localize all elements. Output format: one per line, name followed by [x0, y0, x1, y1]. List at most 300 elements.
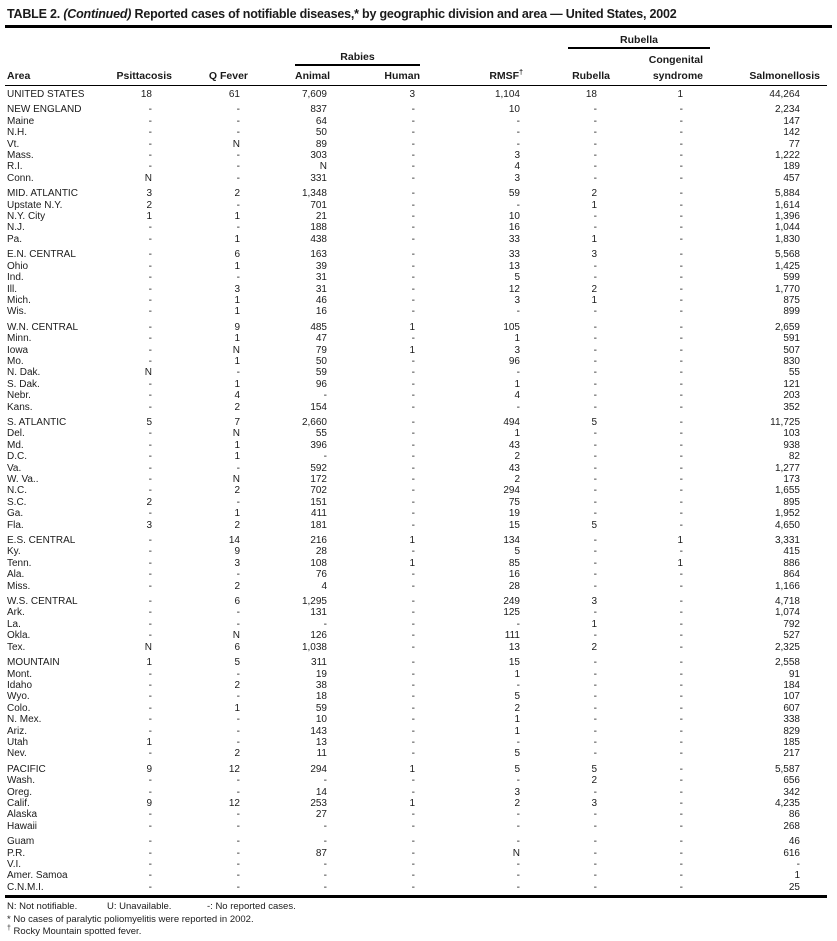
value-cell: 38: [315, 679, 327, 691]
area-cell: Utah: [7, 736, 29, 748]
area-cell: Mo.: [7, 355, 24, 367]
value-cell: 2: [591, 283, 597, 295]
value-cell: -: [593, 355, 597, 367]
value-cell: 1: [409, 763, 415, 775]
value-cell: -: [593, 150, 597, 162]
value-cell: -: [148, 428, 152, 440]
table-row: [5, 249, 827, 260]
value-cell: 33: [508, 233, 520, 245]
value-cell: 10: [315, 714, 327, 726]
value-cell: 438: [310, 233, 327, 245]
value-cell: -: [679, 306, 683, 318]
area-cell: NEW ENGLAND: [7, 104, 82, 116]
table-row: [5, 367, 827, 378]
value-cell: -: [411, 596, 415, 608]
table-body: [5, 86, 827, 894]
value-cell: 82: [788, 451, 800, 463]
value-cell: -: [411, 881, 415, 893]
value-cell: -: [148, 618, 152, 630]
table-row: [5, 417, 827, 428]
table-row: [5, 463, 827, 474]
value-cell: -: [411, 138, 415, 150]
area-cell: Ky.: [7, 546, 21, 558]
value-cell: 28: [315, 546, 327, 558]
area-cell: V.I.: [7, 859, 22, 870]
value-cell: -: [236, 104, 240, 116]
value-cell: -: [679, 809, 683, 821]
value-cell: 143: [310, 725, 327, 737]
value-cell: -: [593, 657, 597, 669]
value-cell: -: [679, 355, 683, 367]
value-cell: 107: [783, 691, 800, 703]
value-cell: -: [593, 870, 597, 882]
value-cell: -: [516, 809, 520, 821]
value-cell: -: [411, 496, 415, 508]
value-cell: -: [593, 172, 597, 184]
value-cell: -: [411, 428, 415, 440]
table-row: [5, 200, 827, 211]
value-cell: -: [148, 222, 152, 234]
value-cell: -: [236, 462, 240, 474]
area-cell: Fla.: [7, 519, 24, 531]
value-cell: 5: [234, 657, 240, 669]
table-row: [5, 703, 827, 714]
value-cell: 185: [783, 736, 800, 748]
value-cell: -: [593, 272, 597, 284]
value-cell: -: [679, 569, 683, 581]
value-cell: -: [593, 630, 597, 642]
table-row: [5, 451, 827, 462]
value-cell: -: [236, 199, 240, 211]
value-cell: -: [679, 702, 683, 714]
value-cell: 886: [783, 557, 800, 569]
table-row: [5, 188, 827, 199]
value-cell: -: [679, 859, 683, 870]
table-row: [5, 680, 827, 691]
value-cell: -: [411, 260, 415, 272]
value-cell: 25: [788, 881, 800, 893]
value-cell: -: [148, 820, 152, 832]
value-cell: -: [411, 249, 415, 261]
value-cell: 2: [146, 199, 152, 211]
value-cell: 18: [140, 89, 152, 100]
value-cell: 4: [514, 161, 520, 173]
dagger-mark: †: [7, 925, 11, 933]
value-cell: -: [679, 321, 683, 333]
value-cell: -: [236, 161, 240, 173]
area-cell: Mont.: [7, 668, 33, 680]
value-cell: 142: [783, 127, 800, 139]
value-cell: -: [593, 474, 597, 485]
value-cell: 105: [503, 321, 520, 333]
table-row: [5, 440, 827, 451]
value-cell: 2: [591, 775, 597, 787]
value-cell: -: [516, 836, 520, 848]
footnote-dagger-text: Rocky Mountain spotted fever.: [13, 926, 142, 938]
value-cell: 331: [310, 172, 327, 184]
area-cell: Kans.: [7, 401, 33, 413]
value-cell: -: [679, 378, 683, 390]
value-cell: 96: [315, 378, 327, 390]
table-row: [5, 691, 827, 702]
table-row: [5, 390, 827, 401]
value-cell: 1,038: [301, 641, 327, 653]
area-cell: N.J.: [7, 222, 25, 234]
value-cell: -: [593, 881, 597, 893]
area-cell: Ariz.: [7, 725, 27, 737]
rubella-group-row: [5, 29, 827, 49]
value-cell: 829: [783, 725, 800, 737]
value-cell: 268: [783, 820, 800, 832]
value-cell: -: [411, 775, 415, 787]
value-cell: -: [516, 401, 520, 413]
value-cell: 701: [310, 199, 327, 211]
value-cell: -: [148, 233, 152, 245]
area-cell: W.N. CENTRAL: [7, 321, 79, 333]
table-row: [5, 234, 827, 245]
value-cell: -: [593, 401, 597, 413]
col-header-rabies-animal: Animal: [250, 66, 332, 86]
table-row: [5, 619, 827, 630]
value-cell: 1: [514, 725, 520, 737]
rabies-group-label: Rabies: [295, 51, 420, 66]
value-cell: -: [679, 127, 683, 139]
value-cell: N: [232, 630, 240, 642]
area-cell: Colo.: [7, 702, 31, 714]
value-cell: 55: [788, 367, 800, 379]
value-cell: 2: [234, 519, 240, 531]
table-row: [5, 581, 827, 592]
value-cell: -: [411, 859, 415, 870]
value-cell: 4: [514, 390, 520, 402]
value-cell: 1,396: [774, 211, 800, 223]
value-cell: -: [516, 199, 520, 211]
table-row: [5, 284, 827, 295]
area-cell: PACIFIC: [7, 763, 46, 775]
area-cell: Maine: [7, 115, 35, 127]
table-row: [5, 261, 827, 272]
value-cell: -: [516, 820, 520, 832]
table-row: [5, 345, 827, 356]
value-cell: -: [148, 596, 152, 608]
table-row: [5, 508, 827, 519]
legend-unavailable: U: Unavailable.: [107, 901, 172, 913]
value-cell: 1: [677, 557, 683, 569]
value-cell: -: [148, 859, 152, 870]
value-cell: 59: [315, 702, 327, 714]
value-cell: -: [679, 172, 683, 184]
value-cell: 61: [228, 89, 240, 100]
value-cell: 1: [409, 344, 415, 356]
value-cell: -: [679, 104, 683, 116]
value-cell: -: [148, 714, 152, 726]
value-cell: -: [236, 786, 240, 798]
value-cell: -: [236, 714, 240, 726]
area-cell: Ind.: [7, 272, 24, 284]
table-row: [5, 333, 827, 344]
value-cell: -: [679, 496, 683, 508]
area-cell: P.R.: [7, 847, 26, 859]
value-cell: -: [148, 150, 152, 162]
value-cell: N: [232, 428, 240, 440]
value-cell: 1: [234, 451, 240, 463]
value-cell: -: [148, 870, 152, 882]
col-header-psittacosis: Psittacosis: [100, 66, 175, 86]
value-cell: -: [148, 344, 152, 356]
value-cell: 1: [146, 211, 152, 223]
value-cell: -: [148, 668, 152, 680]
value-cell: -: [236, 496, 240, 508]
value-cell: 5: [591, 763, 597, 775]
value-cell: -: [679, 820, 683, 832]
value-cell: -: [236, 836, 240, 848]
value-cell: 2: [514, 474, 520, 485]
table-row: [5, 836, 827, 847]
value-cell: -: [148, 580, 152, 592]
value-cell: -: [679, 249, 683, 261]
value-cell: -: [593, 847, 597, 859]
area-cell: Mich.: [7, 294, 31, 306]
value-cell: -: [593, 138, 597, 150]
value-cell: -: [593, 820, 597, 832]
value-cell: -: [148, 474, 152, 485]
value-cell: 507: [783, 344, 800, 356]
value-cell: N: [232, 474, 240, 485]
table-row: [5, 306, 827, 317]
value-cell: 616: [783, 847, 800, 859]
footnotes: [5, 898, 832, 939]
value-cell: -: [148, 439, 152, 451]
table-title-text: Reported cases of notifiable diseases,* by geographic division and area — United States, 2002: [134, 7, 677, 21]
value-cell: -: [148, 836, 152, 848]
table-row: [5, 775, 827, 786]
area-cell: E.N. CENTRAL: [7, 249, 76, 261]
value-cell: -: [411, 355, 415, 367]
value-cell: 792: [783, 618, 800, 630]
value-cell: -: [323, 390, 327, 402]
value-cell: -: [593, 104, 597, 116]
value-cell: -: [323, 881, 327, 893]
value-cell: -: [236, 881, 240, 893]
congenital-header-line1: Congenital: [648, 54, 703, 66]
value-cell: N: [232, 138, 240, 150]
value-cell: -: [679, 222, 683, 234]
value-cell: 76: [315, 569, 327, 581]
value-cell: 2: [234, 401, 240, 413]
value-cell: 16: [508, 569, 520, 581]
value-cell: -: [148, 702, 152, 714]
value-cell: -: [593, 367, 597, 379]
value-cell: 3: [514, 150, 520, 162]
value-cell: -: [236, 725, 240, 737]
value-cell: 591: [783, 333, 800, 345]
value-cell: -: [411, 714, 415, 726]
value-cell: -: [593, 691, 597, 703]
value-cell: 121: [783, 378, 800, 390]
value-cell: -: [148, 138, 152, 150]
value-cell: 1: [591, 618, 597, 630]
area-cell: Ill.: [7, 283, 17, 295]
value-cell: -: [679, 344, 683, 356]
value-cell: -: [593, 390, 597, 402]
value-cell: 16: [315, 306, 327, 318]
value-cell: 64: [315, 115, 327, 127]
value-cell: -: [411, 127, 415, 139]
value-cell: -: [516, 736, 520, 748]
value-cell: -: [593, 859, 597, 870]
value-cell: 1: [591, 199, 597, 211]
value-cell: -: [679, 630, 683, 642]
area-cell: W. Va..: [7, 474, 39, 485]
value-cell: 5: [146, 416, 152, 428]
col-header-rubella: Rubella: [525, 66, 615, 86]
value-cell: -: [593, 127, 597, 139]
area-cell: Iowa: [7, 344, 29, 356]
value-cell: -: [679, 519, 683, 531]
area-cell: W.S. CENTRAL: [7, 596, 78, 608]
value-cell: -: [411, 401, 415, 413]
value-cell: 5: [514, 691, 520, 703]
value-cell: 4: [321, 580, 327, 592]
area-cell: E.S. CENTRAL: [7, 535, 76, 547]
value-cell: 96: [508, 355, 520, 367]
value-cell: -: [236, 870, 240, 882]
value-cell: 6: [234, 641, 240, 653]
value-cell: 163: [310, 249, 327, 261]
value-cell: 59: [508, 188, 520, 200]
value-cell: -: [236, 775, 240, 787]
table-row: [5, 497, 827, 508]
value-cell: 27: [315, 809, 327, 821]
value-cell: -: [411, 691, 415, 703]
value-cell: -: [593, 485, 597, 497]
value-cell: -: [593, 378, 597, 390]
table-row: [5, 86, 827, 101]
value-cell: -: [593, 714, 597, 726]
value-cell: 1,655: [774, 485, 800, 497]
value-cell: 126: [310, 630, 327, 642]
value-cell: 188: [310, 222, 327, 234]
rmsf-label: RMSF: [489, 70, 520, 82]
value-cell: 527: [783, 630, 800, 642]
value-cell: 86: [788, 809, 800, 821]
value-cell: 131: [310, 607, 327, 619]
value-cell: 875: [783, 294, 800, 306]
table-row: [5, 173, 827, 184]
table-row: [5, 211, 827, 222]
value-cell: -: [148, 249, 152, 261]
area-cell: Okla.: [7, 630, 31, 642]
value-cell: 702: [310, 485, 327, 497]
value-cell: -: [679, 138, 683, 150]
table-row: [5, 474, 827, 485]
footnote-asterisk: * No cases of paralytic poliomyelitis were reported in 2002.: [7, 913, 254, 925]
value-cell: -: [411, 188, 415, 200]
footnote-legend: [7, 901, 832, 914]
table-row: [5, 116, 827, 127]
value-cell: -: [679, 836, 683, 848]
value-cell: 33: [508, 249, 520, 261]
value-cell: 5,587: [774, 763, 800, 775]
value-cell: -: [323, 618, 327, 630]
value-cell: -: [411, 233, 415, 245]
value-cell: -: [516, 367, 520, 379]
value-cell: -: [593, 736, 597, 748]
value-cell: -: [679, 199, 683, 211]
value-cell: 3: [234, 557, 240, 569]
value-cell: 485: [310, 321, 327, 333]
value-cell: -: [593, 786, 597, 798]
value-cell: -: [593, 496, 597, 508]
value-cell: -: [411, 462, 415, 474]
value-cell: -: [679, 763, 683, 775]
value-cell: 43: [508, 462, 520, 474]
value-cell: 172: [310, 474, 327, 485]
value-cell: N: [512, 847, 520, 859]
table-row: [5, 714, 827, 725]
value-cell: 3: [234, 283, 240, 295]
value-cell: -: [679, 797, 683, 809]
value-cell: -: [679, 428, 683, 440]
value-cell: 249: [503, 596, 520, 608]
value-cell: -: [516, 679, 520, 691]
value-cell: -: [679, 725, 683, 737]
value-cell: 12: [228, 797, 240, 809]
value-cell: -: [236, 150, 240, 162]
col-header-area: Area: [5, 66, 100, 86]
value-cell: 1,277: [774, 462, 800, 474]
value-cell: -: [411, 870, 415, 882]
value-cell: -: [411, 161, 415, 173]
value-cell: 50: [315, 127, 327, 139]
spacer-cell: [710, 49, 827, 66]
value-cell: -: [516, 859, 520, 870]
value-cell: -: [679, 736, 683, 748]
table-row: [5, 272, 827, 283]
rubella-group-label: Rubella: [568, 34, 710, 49]
value-cell: -: [679, 416, 683, 428]
value-cell: 3: [591, 797, 597, 809]
table-row: [5, 657, 827, 668]
value-cell: -: [411, 679, 415, 691]
value-cell: -: [411, 641, 415, 653]
value-cell: 10: [508, 104, 520, 116]
value-cell: -: [411, 150, 415, 162]
value-cell: -: [148, 775, 152, 787]
value-cell: -: [148, 881, 152, 893]
value-cell: 125: [503, 607, 520, 619]
spacer-cell: [5, 29, 525, 49]
area-cell: MOUNTAIN: [7, 657, 60, 669]
value-cell: -: [679, 485, 683, 497]
value-cell: -: [411, 809, 415, 821]
value-cell: 1: [514, 714, 520, 726]
value-cell: -: [679, 847, 683, 859]
value-cell: 12: [508, 283, 520, 295]
value-cell: -: [411, 367, 415, 379]
value-cell: 5: [591, 519, 597, 531]
table-row: [5, 161, 827, 172]
value-cell: 14: [228, 535, 240, 547]
value-cell: 6: [234, 249, 240, 261]
area-cell: MID. ATLANTIC: [7, 188, 78, 200]
value-cell: -: [593, 439, 597, 451]
value-cell: N: [232, 344, 240, 356]
area-cell: Guam: [7, 836, 35, 848]
table-title-continued: (Continued): [63, 7, 132, 21]
value-cell: -: [236, 691, 240, 703]
value-cell: 46: [315, 294, 327, 306]
